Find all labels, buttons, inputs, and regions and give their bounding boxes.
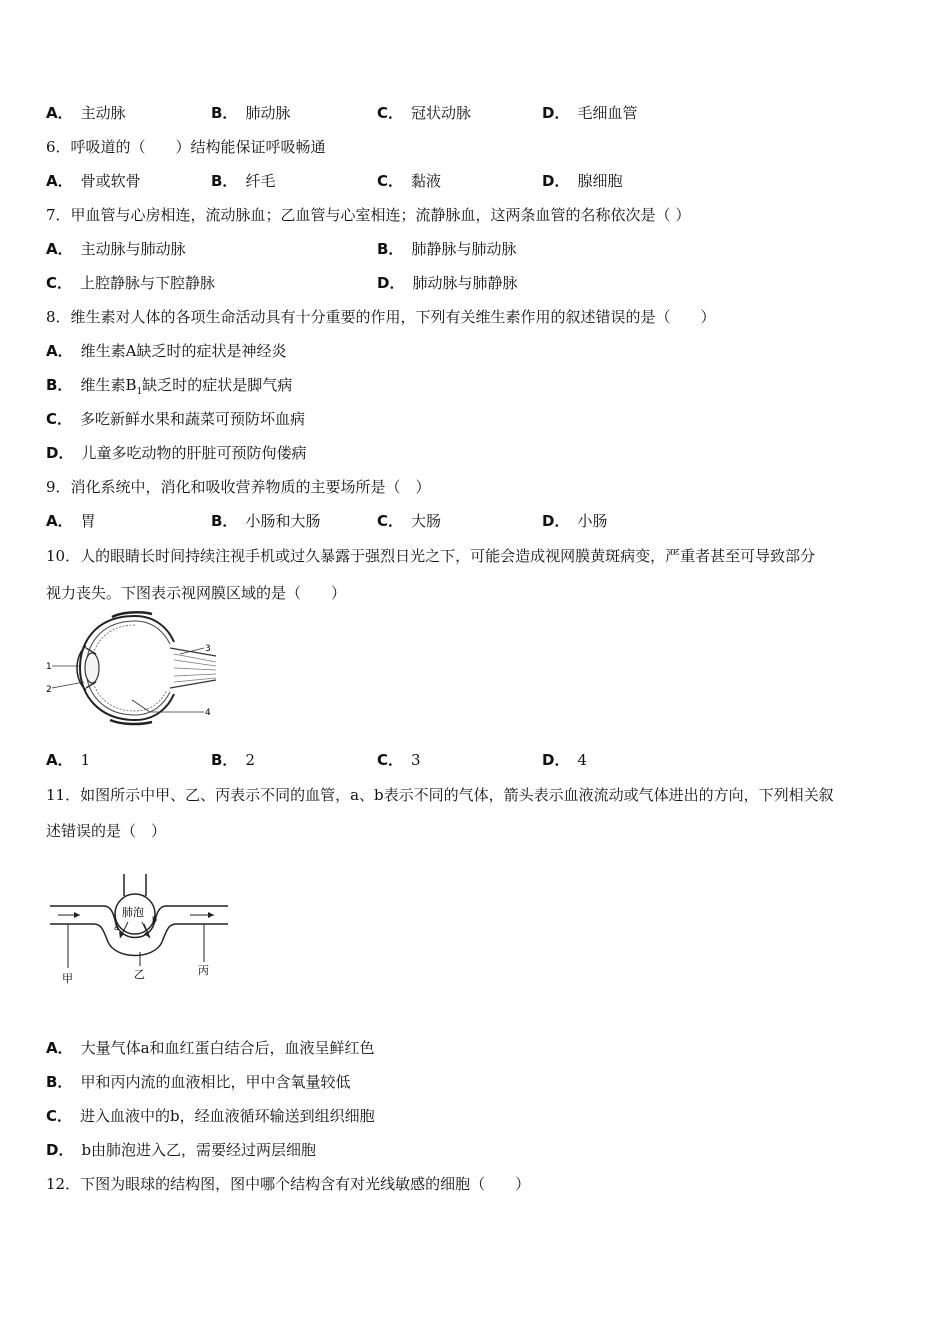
eye-diagram (40, 608, 220, 728)
q10-option-b: B． 2 (211, 751, 255, 769)
q9-option-b: B． 小肠和大肠 (211, 512, 321, 530)
vessel-bing-label: 丙 (198, 964, 209, 977)
q8-option-b: B． 维生素$B_1$缺乏时的症状是脚气病 (46, 376, 293, 397)
q9-option-a: A． 胃 (46, 512, 96, 530)
q10-stem-line1: 10．人的眼睛长时间持续注视手机或过久暴露于强烈日光之下，可能会造成视网膜黄斑病变，严重者甚至可导致部分 (46, 547, 816, 565)
q10-option-c: C． 3 (377, 751, 421, 769)
gas-b-label: b (152, 915, 158, 924)
q11-stem-line2: 述错误的是（ ） (46, 822, 167, 840)
q8-option-c: C． 多吃新鲜水果和蔬菜可预防坏血病 (46, 410, 306, 428)
q9-option-c: C． 大肠 (377, 512, 442, 530)
q10-option-a: A． 1 (46, 751, 91, 769)
q11-stem-line1: 11．如图所示中甲、乙、丙表示不同的血管，a、b表示不同的气体，箭头表示血液流动或气体进出的方向，下列相关叙 (46, 786, 834, 804)
q8-option-a: A． 维生素A缺乏时的症状是神经炎 (46, 342, 287, 360)
vessel-yi-label: 乙 (134, 968, 145, 981)
q9-stem: 9．消化系统中，消化和吸收营养物质的主要场所是（ ） (46, 478, 431, 496)
q10-stem-line2: 视力丧失。下图表示视网膜区域的是（ ） (46, 584, 347, 602)
q6-stem: 6．呼吸道的（ ）结构能保证呼吸畅通 (46, 138, 326, 156)
eye-label-2: 2 (46, 685, 52, 695)
vessel-jia-label: 甲 (62, 972, 73, 985)
q11-option-c: C． 进入血液中的b，经血液循环输送到组织细胞 (46, 1107, 375, 1125)
q12-stem: 12．下图为眼球的结构图，图中哪个结构含有对光线敏感的细胞（ ） (46, 1175, 531, 1193)
q7-option-d: D． 肺动脉与肺静脉 (377, 274, 518, 292)
q6-option-d: D． 腺细胞 (542, 172, 623, 190)
q6-option-c: C． 黏液 (377, 172, 442, 190)
q7-option-b: B． 肺静脉与肺动脉 (377, 240, 517, 258)
eye-label-3: 3 (205, 644, 211, 654)
eye-label-4: 4 (205, 708, 211, 718)
q7-stem: 7．甲血管与心房相连，流动脉血；乙血管与心室相连；流静脉血，这两条血管的名称依次是（ ） (46, 206, 691, 224)
q8-option-d: D． 儿童多吃动物的肝脏可预防佝偻病 (46, 444, 307, 462)
q11-option-b: B． 甲和丙内流的血液相比，甲中含氧量较低 (46, 1073, 351, 1091)
q5-option-a: A． 主动脉 (46, 104, 126, 122)
gas-a-label: a (114, 923, 119, 932)
q5-option-d: D． 毛细血管 (542, 104, 638, 122)
q7-option-a: A． 主动脉与肺动脉 (46, 240, 186, 258)
alveolus-diagram (46, 872, 236, 987)
q5-option-c: C． 冠状动脉 (377, 104, 472, 122)
q5-option-b: B． 肺动脉 (211, 104, 291, 122)
q9-option-d: D． 小肠 (542, 512, 608, 530)
q11-option-a: A． 大量气体a和血红蛋白结合后，血液呈鲜红色 (46, 1039, 375, 1057)
alveolus-label: 肺泡 (122, 906, 144, 919)
q6-option-a: A． 骨或软骨 (46, 172, 141, 190)
q10-option-d: D． 4 (542, 751, 587, 769)
q7-option-c: C． 上腔静脉与下腔静脉 (46, 274, 216, 292)
eye-label-1: 1 (46, 662, 52, 672)
q8-stem: 8．维生素对人体的各项生命活动具有十分重要的作用，下列有关维生素作用的叙述错误的是（ ） (46, 308, 716, 326)
q11-option-d: D． b由肺泡进入乙，需要经过两层细胞 (46, 1141, 317, 1159)
q6-option-b: B． 纤毛 (211, 172, 276, 190)
